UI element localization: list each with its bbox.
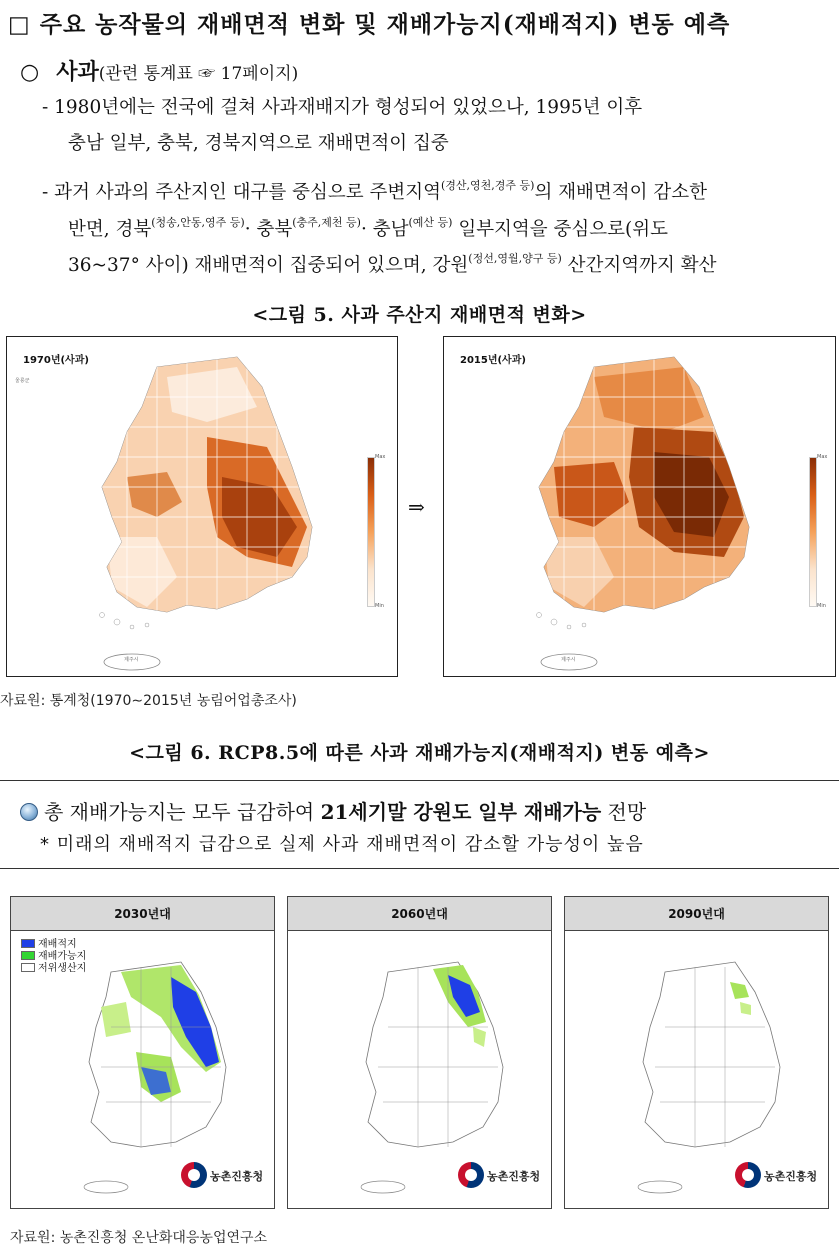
korea-map-1970 bbox=[7, 337, 398, 677]
text: 반면, 경북 bbox=[68, 219, 152, 240]
subheading bbox=[20, 55, 298, 86]
summary-emphasis: 21세기말 강원도 일부 재배가능 bbox=[320, 800, 602, 824]
map-2015-label: 2015년(사과) bbox=[460, 355, 526, 366]
text: 산간지역까지 확산 bbox=[561, 255, 717, 276]
lightbulb-icon bbox=[20, 803, 38, 821]
figure-6-title: <그림 6. RCP8.5에 따른 사과 재배가능지(재배적지) 변동 예측> bbox=[129, 742, 710, 764]
legend-max: Max bbox=[817, 454, 828, 460]
legend-label: 저위생산지 bbox=[38, 963, 87, 974]
korea-map-2030s bbox=[11, 897, 275, 1209]
figure-6-source: 자료원: 농촌진흥청 온난화대응농업연구소 bbox=[10, 1230, 268, 1246]
legend-gradient bbox=[367, 457, 375, 607]
text: · 충북 bbox=[244, 219, 293, 240]
text: 의 재배면적이 감소한 bbox=[534, 182, 708, 203]
panel-2060s bbox=[287, 896, 552, 1209]
superscript: (경산,영천,경주 등) bbox=[440, 179, 535, 192]
text: 36~37° 사이) 재배면적이 집중되어 있으며, 강원 bbox=[68, 255, 469, 276]
superscript: (충주,제천 등) bbox=[292, 216, 361, 229]
superscript: (예산 등) bbox=[408, 216, 453, 229]
government-emblem-icon bbox=[735, 1162, 761, 1188]
text: 전망 bbox=[601, 800, 647, 824]
bullet-2-line-2 bbox=[68, 212, 668, 248]
legend-max: Max bbox=[375, 454, 386, 460]
panel-title: 2060년대 bbox=[288, 897, 551, 931]
text: - 과거 사과의 주산지인 대구를 중심으로 주변지역 bbox=[42, 182, 441, 203]
map-1970 bbox=[6, 336, 398, 677]
text: · 충남 bbox=[360, 219, 409, 240]
map-2015 bbox=[443, 336, 836, 677]
crop-name: 사과 bbox=[56, 59, 99, 85]
summary-line bbox=[20, 796, 646, 825]
text: 총 재배가능지는 모두 급감하여 bbox=[44, 800, 321, 824]
summary-note: * 미래의 재배적지 급감으로 실제 사과 재배면적이 감소할 가능성이 높음 bbox=[40, 834, 644, 855]
org-name: 농촌진흥청 bbox=[487, 1170, 541, 1183]
korea-map-2015 bbox=[444, 337, 836, 677]
bullet-1-line-1: - 1980년에는 전국에 걸쳐 사과재배지가 형성되어 있었으나, 1995년 이후 bbox=[42, 97, 643, 118]
legend-label: 재배가능지 bbox=[38, 951, 87, 962]
map-1970-label: 1970년(사과) bbox=[23, 355, 89, 366]
superscript: (정선,영월,양구 등) bbox=[468, 252, 562, 265]
related-table-note: (관련 통계표 ☞ 17페이지) bbox=[98, 64, 299, 84]
figure-5-source: 자료원: 통계청(1970∼2015년 농림어업총조사) bbox=[0, 693, 297, 709]
panel-2090s bbox=[564, 896, 829, 1209]
jeju-label: 제주시 bbox=[124, 657, 139, 663]
bullet-2-line-1 bbox=[42, 175, 707, 211]
bullet-2-line-3 bbox=[68, 248, 716, 284]
org-name: 농촌진흥청 bbox=[210, 1170, 264, 1183]
jeju-label: 제주시 bbox=[561, 657, 576, 663]
legend-min: Min bbox=[375, 603, 384, 609]
circle-marker: ○ bbox=[20, 60, 40, 85]
legend-min: Min bbox=[817, 603, 826, 609]
panel-2030s bbox=[10, 896, 275, 1209]
government-emblem-icon bbox=[181, 1162, 207, 1188]
org-name: 농촌진흥청 bbox=[764, 1170, 818, 1183]
figure-5-title: <그림 5. 사과 주산지 재배면적 변화> bbox=[252, 304, 587, 326]
panel-title: 2030년대 bbox=[11, 897, 274, 931]
island-label: 울릉군 bbox=[15, 378, 30, 384]
superscript: (청송,안동,영주 등) bbox=[151, 216, 245, 229]
korea-map-2090s bbox=[565, 897, 829, 1209]
arrow-icon: ⇒ bbox=[408, 495, 425, 519]
text: 일부지역을 중심으로(위도 bbox=[452, 219, 668, 240]
bullet-1-line-2: 충남 일부, 충북, 경북지역으로 재배면적이 집중 bbox=[68, 133, 449, 154]
legend-label: 재배적지 bbox=[38, 939, 77, 950]
korea-map-2060s bbox=[288, 897, 552, 1209]
section-heading: □ 주요 농작물의 재배면적 변화 및 재배가능지(재배적지) 변동 예측 bbox=[8, 11, 731, 38]
government-emblem-icon bbox=[458, 1162, 484, 1188]
panel-title: 2090년대 bbox=[565, 897, 828, 931]
legend-gradient bbox=[809, 457, 817, 607]
